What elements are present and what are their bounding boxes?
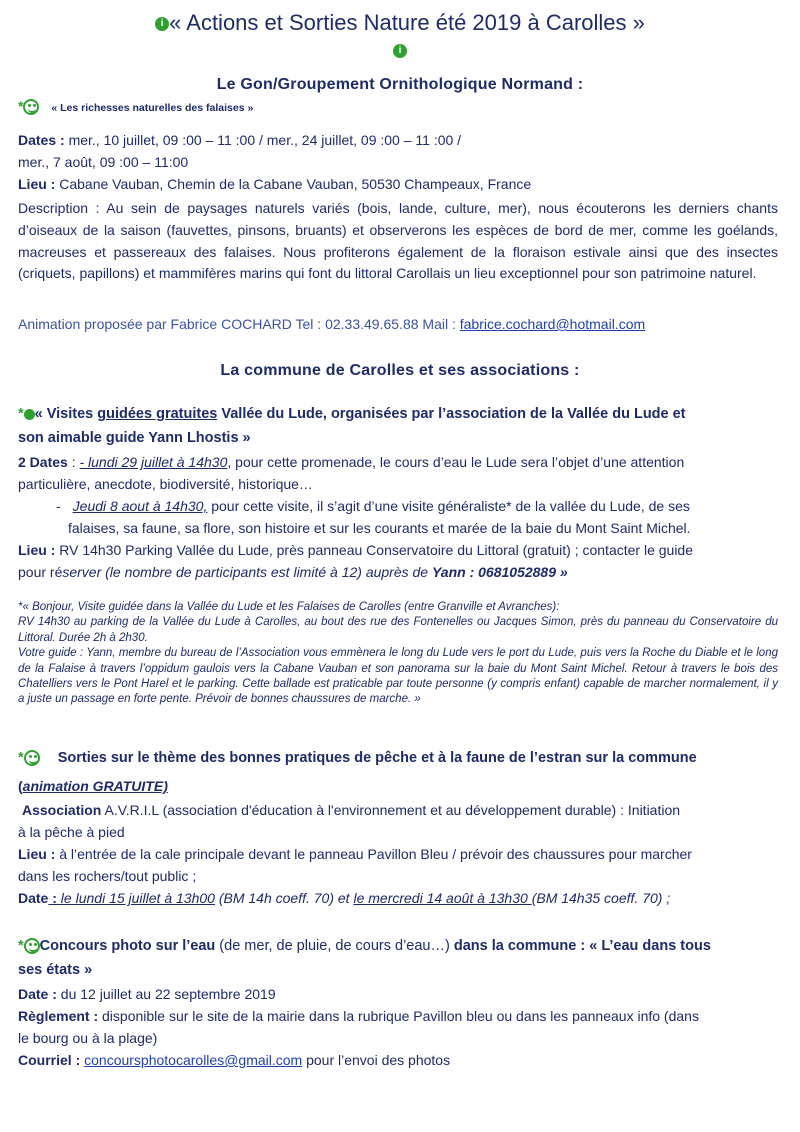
visite-dates-row (18, 454, 684, 470)
smiley-icon (24, 938, 40, 954)
peche-paren: ( (18, 778, 23, 794)
peche-date1-rest: (BM 14h coeff. 70) et (214, 890, 354, 906)
star-marker: * (18, 750, 24, 766)
concours-courriel-rest: pour l’envoi des photos (302, 1052, 451, 1068)
gon-dates-value: mer., 10 juillet, 09 :00 – 11 :00 / mer., 24 juillet, 09 :00 – 11 :00 / (64, 132, 462, 148)
gon-email-link[interactable]: fabrice.cochard@hotmail.com (459, 316, 646, 332)
concours-date-label: Date : (18, 986, 57, 1002)
visite-lieu-line2-pre: pour ré (18, 564, 63, 580)
star-marker: * (18, 938, 24, 954)
peche-date-row (18, 890, 670, 906)
gon-lieu-row (18, 176, 531, 192)
visite-title-pre: « Visites (34, 406, 98, 422)
visite-date1-rest: , pour cette promenade, le cours d’eau le Lude sera l’objet d’une attention (227, 454, 685, 470)
peche-animation-row (18, 778, 168, 794)
concours-reglement-label: Règlement : (18, 1008, 99, 1024)
concours-reglement-row (18, 1008, 699, 1024)
concours-title: Concours photo sur l’eau (39, 938, 216, 954)
gon-animation-row (18, 316, 645, 332)
concours-email-link[interactable]: concoursphotocarolles@gmail.com (84, 1052, 303, 1068)
gon-event-title: « Les richesses naturelles des falaises » (51, 102, 254, 114)
smiley-icon (23, 99, 39, 115)
peche-date-label: Date (18, 890, 49, 906)
visite-dates-sep: : (67, 454, 80, 470)
peche-assoc-value: A.V.R.I.L (association d'éducation à l'environnement et au développement durable) : Initiation (101, 802, 681, 818)
visite-lieu-line2-ital: server (le nombre de participants est limité à 12) auprès de (62, 564, 432, 580)
visite-lieu-value: RV 14h30 Parking Vallée du Lude, près panneau Conservatoire du Littoral (gratuit) ; contacter le guide (55, 542, 693, 558)
gon-lieu-value: Cabane Vauban, Chemin de la Cabane Vauban, 50530 Champeaux, France (55, 176, 532, 192)
visite-contact: Yann : 0681052889 » (431, 564, 568, 580)
info-icon: i (155, 17, 169, 31)
visite-note: *« Bonjour, Visite guidée dans la Vallée du Lude et les Falaises de Carolles (entre Granville et Avranches): RV 14h30 au parking de la Vallée du Lude à Carolles, au bout des rue des Fontenelles ou Jacques Simon, près du panneau du Conservatoire du Littoral. Durée 2h à 2h30. Votre guide : Yann, membre du bureau de l’Association vous emmènera le long du Lude vers le port du Lude, puis vers la Roche du Diable et le long de la Falaise à travers l’oppidum gaulois vers la Cabane Vauban et son panorama sur la baie du Mont Saint Michel. Retour à travers le bois des Chatelliers vers le Pont Harel et le parking. Cette ballade est praticable par toute personne (y compris enfant) capable de marcher normalement, il y a juste un passage en forte pente. Prévoir de bonnes chaussures de marche. » (18, 601, 778, 706)
concours-date-row (18, 986, 276, 1002)
gon-dates-row (18, 132, 461, 148)
peche-date2-rest: (BM 14h35 coeff. 70) ; (531, 890, 671, 906)
concours-title-bold2: dans la commune : « L’eau dans tous (453, 938, 711, 954)
visite-date2: Jeudi 8 aout à 14h30, (72, 498, 208, 514)
peche-title: Sorties sur le thème des bonnes pratiques de pêche et à la faune de l’estran sur la commune (57, 750, 697, 766)
visite-dates-label: 2 Dates (18, 454, 68, 470)
peche-animation: animation GRATUITE) (22, 778, 168, 794)
peche-assoc-line2: à la pêche à pied (18, 824, 125, 840)
peche-lieu-label: Lieu : (18, 846, 56, 862)
gon-dates-line2: mer., 7 août, 09 :00 – 11:00 (18, 154, 189, 170)
section-heading-commune: La commune de Carolles et ses associations : (220, 362, 580, 379)
gon-animation-text: Animation proposée par Fabrice COCHARD Tel : 02.33.49.65.88 Mail : (18, 316, 460, 332)
visite-lieu-line2 (18, 564, 568, 580)
info-icon: i (393, 44, 407, 58)
gon-event-title-row (18, 98, 253, 115)
concours-title-normal: (de mer, de pluie, de cours d’eau…) (215, 938, 454, 954)
visite-title-post: Vallée du Lude, organisées par l’association de la Vallée du Lude et (217, 406, 686, 422)
star-marker: * (18, 98, 24, 114)
concours-title-line2: ses états » (18, 962, 93, 978)
concours-courriel-label: Courriel : (18, 1052, 81, 1068)
visite-date1-line2: particulière, anecdote, biodiversité, historique… (18, 476, 313, 492)
visite-date2-dash: - (56, 498, 61, 514)
visite-lieu-label: Lieu : (18, 542, 56, 558)
peche-assoc-row (22, 802, 680, 818)
concours-courriel-row (18, 1052, 450, 1068)
visite-date2-line2: falaises, sa faune, sa flore, son histoire et sur les courants et marée de la baie du Mont Saint Michel. (68, 520, 691, 536)
peche-lieu-line2: dans les rochers/tout public ; (18, 868, 197, 884)
visite-date2-rest: pour cette visite, il s’agit d’une visite généraliste* de la vallée du Lude, de ses (207, 498, 690, 514)
gon-description: Description : Au sein de paysages naturels variés (bois, lande, culture, mer), nous écouterons les derniers chants d’oiseaux de la saison (fauvettes, pinsons, bruants) et observerons les espèces de bord de mer, comme les goélands, macreuses et passereaux des falaises. Nous profiterons également de la floraison estivale ainsi que des insectes (criquets, papillons) et mammifères marins qui font du littoral Carollais un lieu exceptionnel pour son patrimoine naturel. (18, 200, 778, 282)
concours-reglement-value: disponible sur le site de la mairie dans la rubrique Pavillon bleu ou dans les panneaux info (dans (98, 1008, 699, 1024)
peche-lieu-row (18, 846, 692, 862)
peche-date1: le lundi 15 juillet à 13h00 (56, 890, 215, 906)
visite-date1: - lundi 29 juillet à 14h30 (79, 454, 228, 470)
smiley-icon (24, 750, 40, 766)
globe-icon (24, 409, 35, 420)
peche-date-colon: : (48, 890, 57, 906)
star-marker: * (18, 406, 24, 422)
peche-title-row (18, 750, 697, 766)
visite-date2-row (56, 498, 690, 514)
title-info-icon-row (0, 42, 800, 60)
visite-lieu-row (18, 542, 693, 558)
concours-title-row (18, 938, 711, 954)
gon-dates-label: Dates : (18, 132, 65, 148)
visite-title-row (18, 406, 686, 422)
page-title: « Actions et Sorties Nature été 2019 à Carolles » (169, 10, 645, 35)
concours-reglement-line2: le bourg ou à la plage) (18, 1030, 158, 1046)
visite-title-line2: son aimable guide Yann Lhostis » (18, 430, 251, 446)
peche-lieu-value: à l’entrée de la cale principale devant le panneau Pavillon Bleu / prévoir des chaussures pour marcher (55, 846, 692, 862)
peche-assoc-label: Association (22, 802, 102, 818)
section-heading-gon: Le Gon/Groupement Ornithologique Normand : (216, 76, 584, 93)
concours-date-value: du 12 juillet au 22 septembre 2019 (56, 986, 276, 1002)
gon-lieu-label: Lieu : (18, 176, 56, 192)
visite-title-underlined: guidées gratuites (97, 406, 218, 422)
page-title-row (0, 10, 800, 36)
peche-date2: le mercredi 14 août à 13h30 (353, 890, 532, 906)
